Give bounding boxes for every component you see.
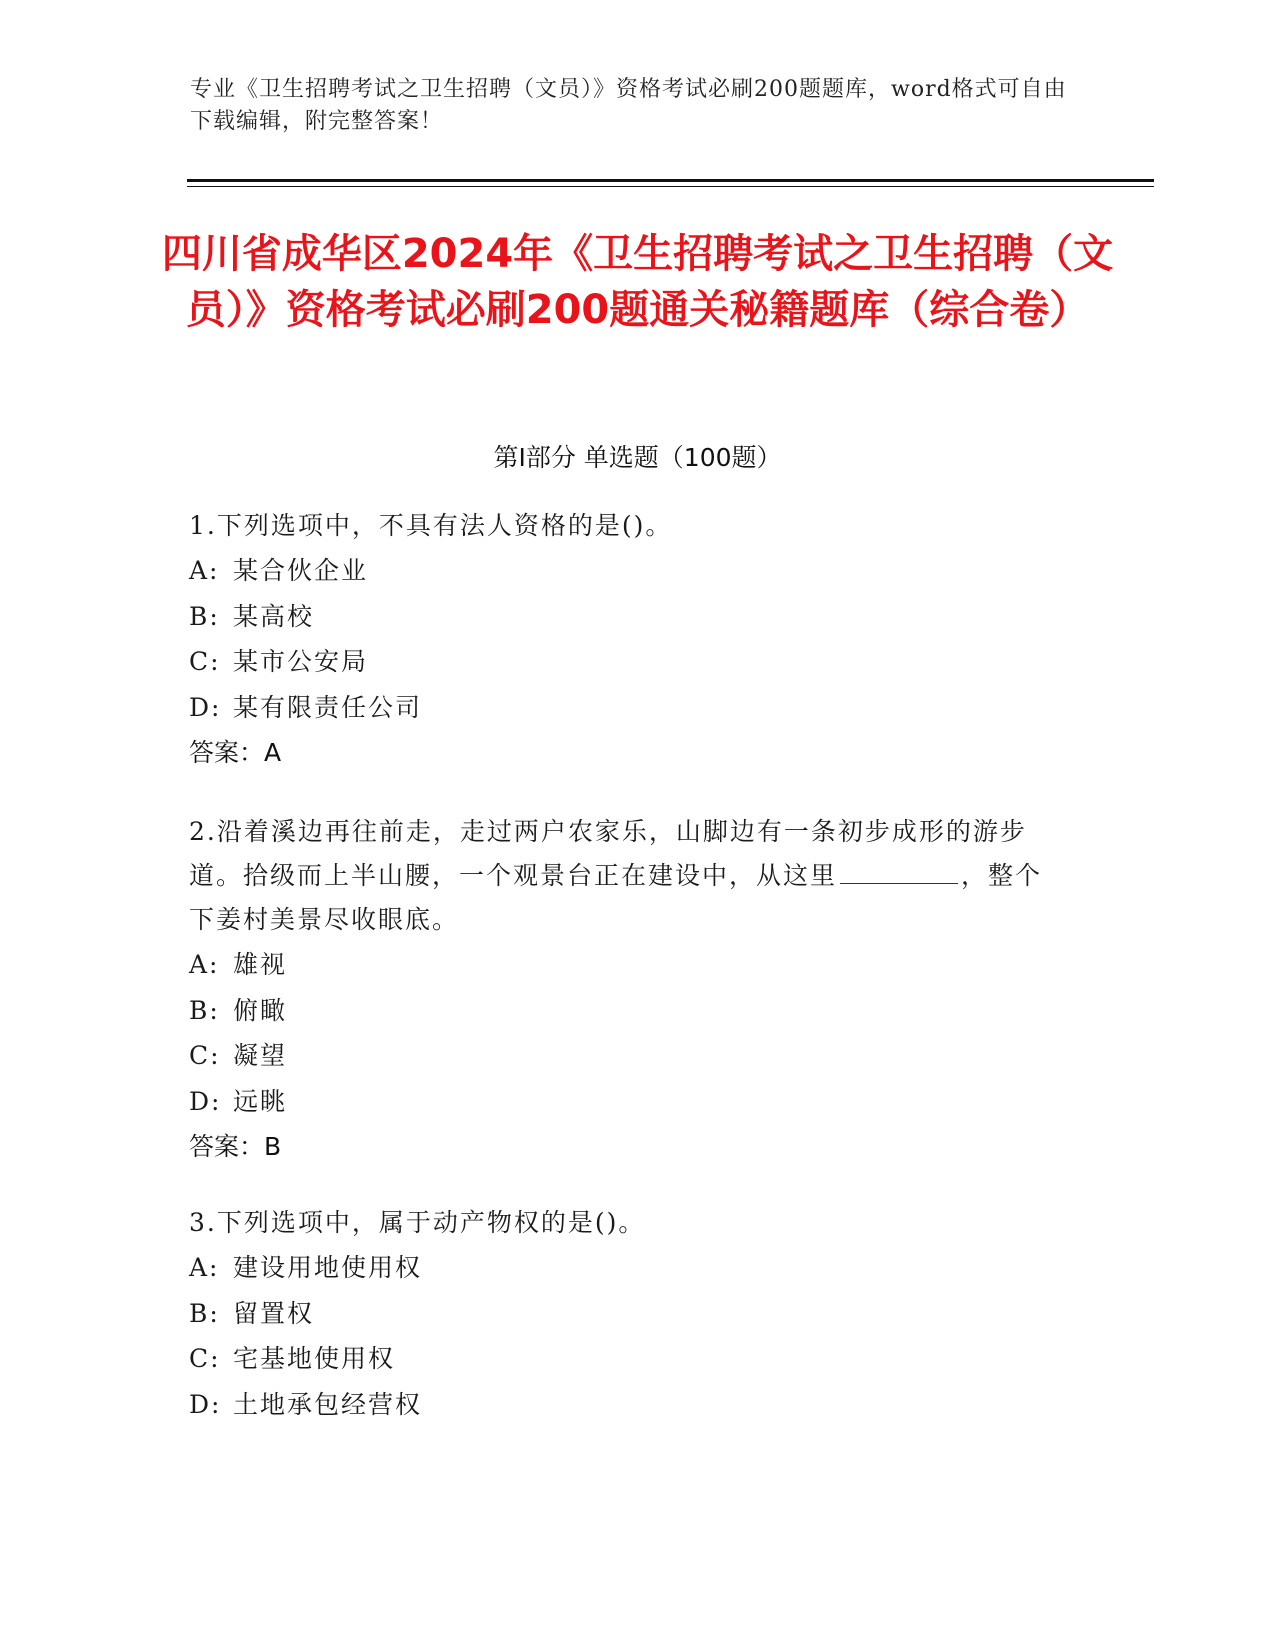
option-c — [189, 639, 1089, 685]
option-key: B: — [189, 995, 220, 1025]
question-stem: 3.下列选项中，属于动产物权的是()。 — [189, 1208, 646, 1237]
option-a — [189, 548, 1089, 594]
option-b — [189, 594, 1089, 640]
option-text: 雄视 — [233, 950, 288, 979]
option-d — [189, 1079, 1049, 1125]
option-key: D: — [189, 1086, 222, 1116]
option-a — [189, 1245, 1089, 1291]
header-note: 专业《卫生招聘考试之卫生招聘（文员）》资格考试必刷200题题库，word格式可自由下载编辑，附完整答案！ — [190, 77, 1067, 134]
option-text: 某高校 — [233, 601, 315, 631]
header-rule-thin — [187, 186, 1154, 187]
question-stem-before: 2.沿着溪边再往前走，走过两户农家乐，山脚边有一条初步成形的游步道。拾级而上半山腰，一个观景台正在建设中，从这里 — [189, 817, 1027, 890]
option-text: 土地承包经营权 — [233, 1389, 423, 1419]
option-key: B: — [189, 601, 220, 631]
option-key: D: — [189, 692, 222, 722]
question-3 — [189, 1201, 1089, 1427]
question-1 — [189, 504, 1089, 776]
section-heading: 第I部分 单选题（100题） — [493, 443, 782, 472]
option-text: 建设用地使用权 — [233, 1253, 423, 1282]
option-b — [189, 1291, 1089, 1337]
option-key: C: — [189, 647, 221, 676]
option-text: 凝望 — [233, 1041, 288, 1070]
header-rule-thick — [187, 179, 1154, 182]
option-text: 俯瞰 — [233, 995, 288, 1025]
option-key: A: — [189, 556, 220, 585]
option-key: C: — [189, 1344, 221, 1373]
option-key: D: — [189, 1389, 222, 1419]
option-text: 留置权 — [233, 1298, 315, 1328]
option-d — [189, 1382, 1089, 1428]
option-text: 宅基地使用权 — [233, 1344, 396, 1373]
option-text: 某有限责任公司 — [233, 692, 423, 722]
answer-line: 答案：B — [189, 1132, 282, 1161]
question-2 — [189, 810, 1049, 1170]
question-stem: 1.下列选项中，不具有法人资格的是()。 — [189, 511, 673, 540]
option-a — [189, 942, 1049, 988]
option-key: B: — [189, 1298, 220, 1328]
option-text: 某市公安局 — [233, 647, 369, 676]
option-key: C: — [189, 1041, 221, 1070]
option-b — [189, 988, 1049, 1034]
option-text: 某合伙企业 — [233, 556, 369, 585]
option-d — [189, 685, 1089, 731]
option-key: A: — [189, 950, 220, 979]
question-stem — [189, 810, 1049, 942]
answer-line: 答案：A — [189, 738, 282, 767]
option-key: A: — [189, 1253, 220, 1282]
fill-in-blank — [840, 861, 958, 884]
option-text: 远眺 — [233, 1086, 288, 1116]
option-c — [189, 1033, 1049, 1079]
question-stem-after: ，整个下姜村美景尽收眼底。 — [189, 861, 1043, 934]
option-c — [189, 1336, 1089, 1382]
document-title: 四川省成华区2024年《卫生招聘考试之卫生招聘（文员）》资格考试必刷200题通关秘籍题库（综合卷） — [161, 231, 1114, 333]
